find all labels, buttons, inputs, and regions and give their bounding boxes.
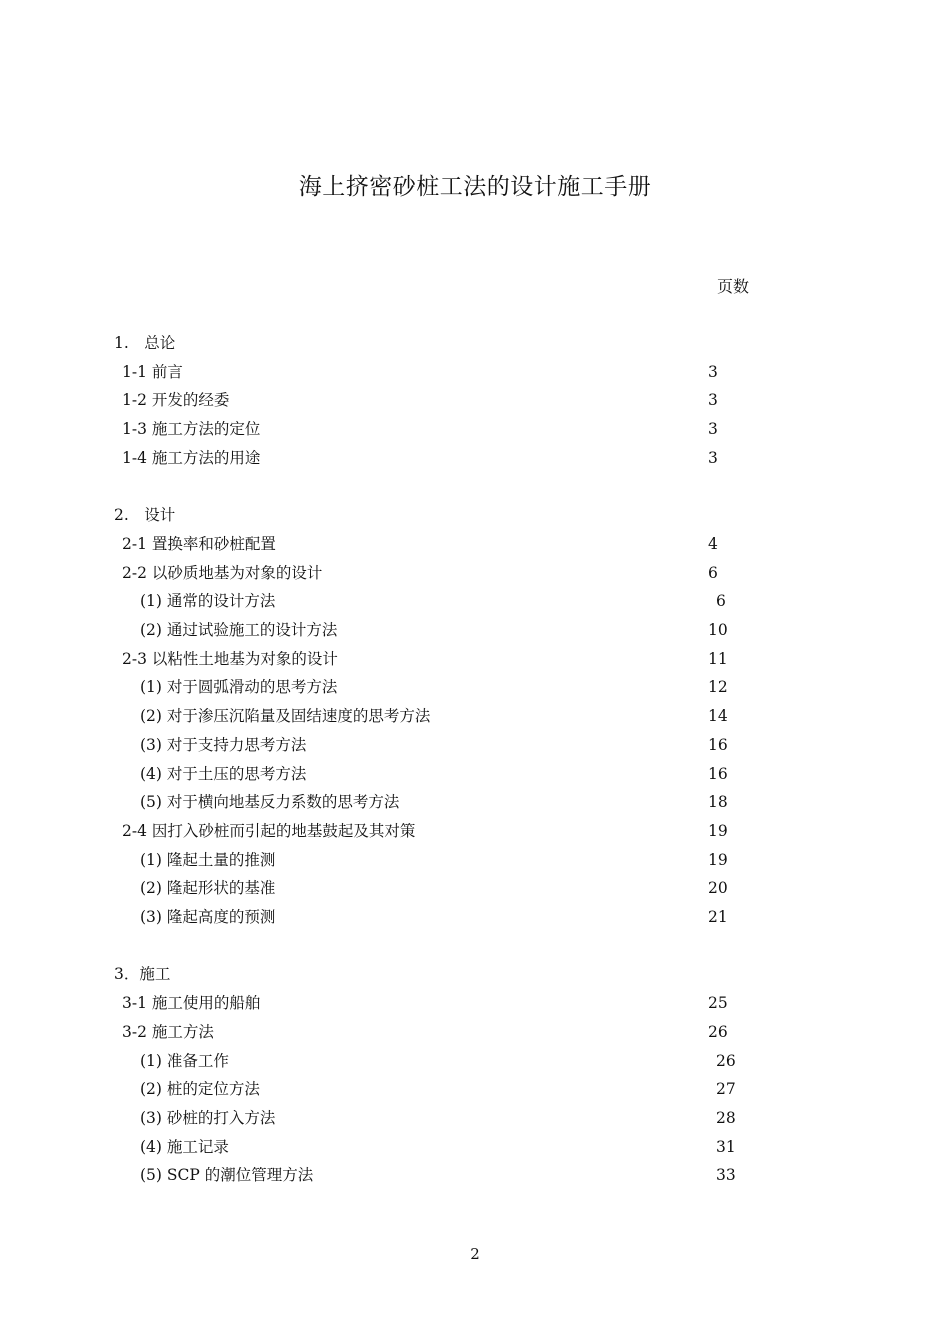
toc-entry-label: (2) 隆起形状的基准 [140, 879, 276, 898]
toc-entry-page: 19 [708, 821, 728, 840]
toc-entry-page: 26 [716, 1051, 736, 1070]
toc-entry-label: (1) 准备工作 [140, 1051, 229, 1070]
toc-entry-page: 19 [708, 850, 728, 869]
toc-entry-label: 2-3 以粘性土地基为对象的设计 [122, 649, 338, 668]
toc-entry-page: 21 [708, 908, 728, 926]
toc-entry-label: (1) 隆起土量的推测 [140, 850, 276, 869]
toc-entry-page: 3 [708, 362, 718, 381]
toc-entry-page: 28 [716, 1108, 736, 1127]
toc-entry-page: 6 [716, 592, 726, 611]
toc-entry-page: 31 [716, 1137, 736, 1156]
toc-entry-label: 1-3 施工方法的定位 [122, 420, 261, 439]
toc-entry-page: 3 [708, 448, 718, 467]
toc-entry-page: 10 [708, 621, 728, 639]
toc-entry-label: (3) 对于支持力思考方法 [140, 735, 307, 754]
toc-entry-label: 3．施工 [114, 965, 171, 984]
toc-entry-page: 4 [708, 534, 718, 553]
toc-entry-page: 11 [708, 649, 728, 668]
toc-entry-page: 6 [708, 563, 718, 582]
document-title: 海上挤密砂桩工法的设计施工手册 [298, 174, 652, 200]
toc-entry-label: (3) 砂桩的打入方法 [140, 1108, 276, 1127]
toc-entry-page: 16 [708, 735, 728, 754]
toc-entry-label: (5) SCP 的潮位管理方法 [140, 1166, 314, 1185]
toc-entry-label: (4) 对于土压的思考方法 [140, 764, 307, 783]
toc-entry-page: 12 [708, 678, 728, 697]
toc-entry-label: 2-4 因打入砂桩而引起的地基鼓起及其对策 [122, 821, 416, 840]
toc-entry-label: (1) 对于圆弧滑动的思考方法 [140, 678, 338, 697]
page-number: 2 [470, 1245, 480, 1263]
toc-entry-label: (2) 通过试验施工的设计方法 [140, 621, 338, 639]
toc-entry-page: 18 [708, 793, 728, 812]
toc-entry-label: 1. 总论 [114, 334, 176, 352]
toc-entry-label: 3-2 施工方法 [122, 1022, 214, 1041]
toc-entry-label: 2. 设计 [114, 506, 176, 525]
toc-entry-page: 33 [716, 1166, 736, 1185]
toc-entry-label: 2-1 置换率和砂桩配置 [122, 534, 276, 553]
page-column-header: 页数 [717, 277, 750, 296]
toc-entry-page: 27 [716, 1080, 736, 1099]
toc-entry-page: 14 [708, 707, 728, 726]
toc-entry-label: (2) 桩的定位方法 [140, 1080, 260, 1099]
toc-entry-label: 2-2 以砂质地基为对象的设计 [122, 563, 323, 582]
toc-entry-label: 1-4 施工方法的用途 [122, 448, 261, 467]
toc-entry-page: 16 [708, 764, 728, 783]
toc-entry-page: 20 [708, 879, 728, 898]
toc-entry-label: (5) 对于横向地基反力系数的思考方法 [140, 793, 400, 812]
toc-entry-page: 26 [708, 1022, 728, 1041]
toc-entry-page: 25 [708, 994, 728, 1013]
toc-entry-label: (4) 施工记录 [140, 1137, 229, 1156]
toc-entry-page: 3 [708, 391, 718, 410]
toc-entry-label: (3) 隆起高度的预测 [140, 908, 276, 926]
toc-entry-label: (2) 对于渗压沉陷量及固结速度的思考方法 [140, 707, 431, 726]
toc-entry-label: (1) 通常的设计方法 [140, 592, 276, 611]
toc-entry-page: 3 [708, 420, 718, 439]
toc-entry-label: 1-1 前言 [122, 362, 183, 381]
toc-entry-label: 1-2 开发的经委 [122, 391, 230, 410]
toc-entry-label: 3-1 施工使用的船舶 [122, 994, 261, 1013]
